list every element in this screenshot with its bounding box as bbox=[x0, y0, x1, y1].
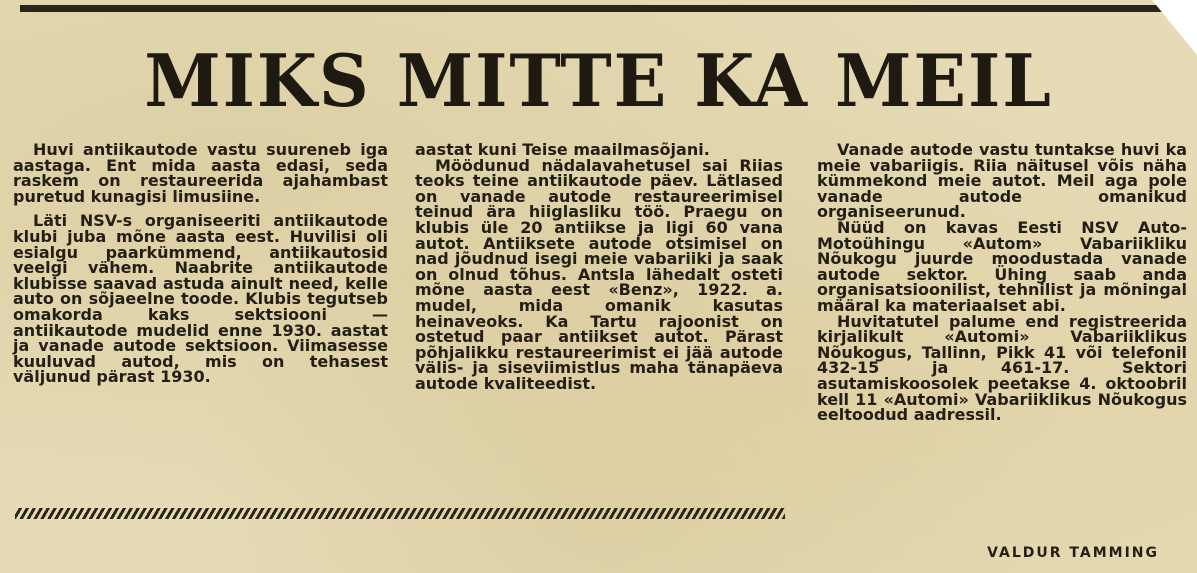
top-rule bbox=[20, 5, 1170, 12]
byline: VALDUR TAMMING bbox=[987, 545, 1159, 561]
paragraph: Möödunud nädalavahetusel sai Riias teoks teine antiikautode päev. Lätlased on vanade autode restaureerimisel teinud ära hiiglasliku töö. Praegu on klubis üle 20 antiikse ja ligi 60 vana autot. Antiiksete autode otsimisel on nad jõudnud isegi meie vabariiki ja saak on olnud tõhus. Antsla lähedalt osteti mõne aasta eest «Benz», 1922. a. mudel, mida omanik kasutas heinaveoks. Ka Tartu rajoonist on ostetud paar antiikset autot. Pärast põhjalikku restaureerimist ei jää autode välis- ja siseviimistlus maha tänapäeva autode kvaliteedist. bbox=[415, 155, 783, 393]
column-1 bbox=[13, 142, 388, 394]
column-3 bbox=[817, 142, 1187, 432]
paragraph: Nüüd on kavas Eesti NSV Auto-Motoühingu «Autom» Vabariikliku Nõukogu juurde moodustada vanade autode sektor. Ühing saab anda organisatsioonilist, tehnilist ja mõningal määral ka materiaalset abi. bbox=[817, 217, 1187, 315]
paragraph: Vanade autode vastu tuntakse huvi ka meie vabariigis. Riia näitusel võis näha kümmekond meie autot. Meil aga pole vanade autode omanikud organiseerunud. bbox=[817, 140, 1187, 222]
hatched-divider bbox=[15, 508, 785, 519]
column-2 bbox=[415, 142, 783, 401]
headline: MIKS MITTE KA MEIL bbox=[144, 38, 1053, 123]
paragraph: Läti NSV-s organiseeriti antiikautode klubi juba mõne aasta eest. Huvilisi oli esialgu paarkümmend, antiikautosid veelgi vähem. Naabrite antiikautode klubisse saavad astuda ainult need, kelle auto on sõjaeelne toode. Klubis tegutseb omakorda kaks sektsiooni — antiikautode mudelid enne 1930. aastat ja vanade autode sektsioon. Viimasesse kuuluvad autod, mis on tehasest väljunud pärast 1930. bbox=[13, 211, 388, 387]
paragraph: aastat kuni Teise maailmasõjani. bbox=[415, 140, 710, 159]
paragraph: Huvi antiikautode vastu suureneb iga aastaga. Ent mida aasta edasi, seda raskem on restaureerida ajahambast puretud kunagisi limusiine. bbox=[13, 140, 388, 206]
paragraph: Huvitatutel palume end registreerida kirjalikult «Automi» Vabariiklikus Nõukogus, Tallinn, Pikk 41 või telefonil 432-15 ja 461-17. Sektori asutamiskoosolek peetakse 4. oktoobril kell 11 «Automi» Vabariiklikus Nõukogus eeltoodud aadressil. bbox=[817, 311, 1187, 425]
